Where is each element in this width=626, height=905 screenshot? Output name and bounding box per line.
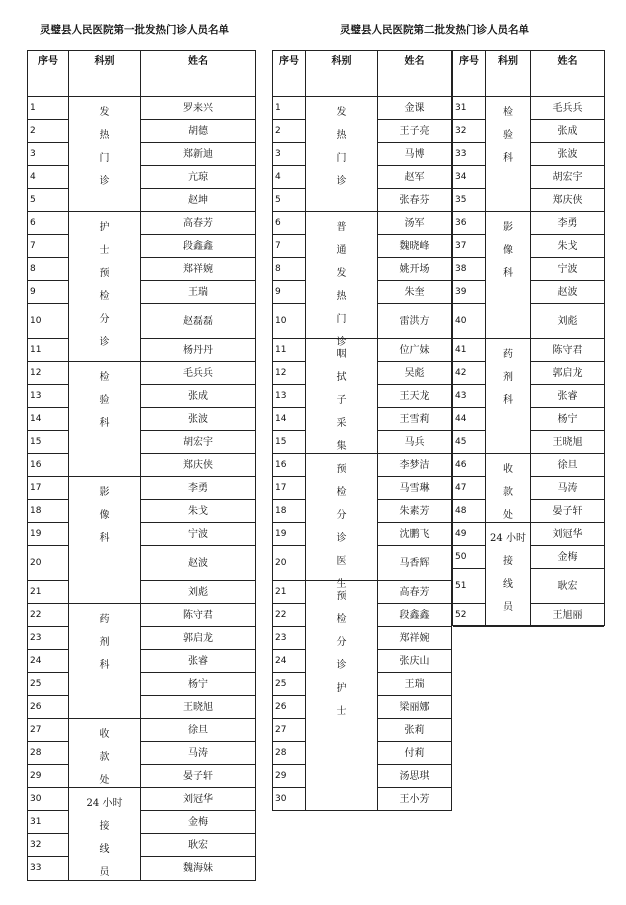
t3-serial-cell: 36: [453, 212, 486, 235]
t3-dept-label: 24 小时 接 线 员: [490, 533, 526, 613]
t1-name-cell: 宁波: [141, 523, 255, 546]
first-batch-table: [27, 50, 256, 881]
t1-serial-cell: 16: [28, 454, 69, 477]
t3-name-cell: 郭启龙: [531, 362, 604, 385]
t2-name-cell: 王雪莉: [378, 408, 451, 431]
t2-name-cell: 金课: [378, 97, 451, 120]
t1-name-cell: 赵波: [141, 546, 255, 581]
t1-serial-cell: 2: [28, 120, 69, 143]
t3-serial-cell: 51: [453, 569, 486, 604]
t1-serial-cell: 26: [28, 696, 69, 719]
t3-serial-cell: 46: [453, 454, 486, 477]
t2-dept-cell: [306, 339, 378, 454]
t3-name-cell: 王晓旭: [531, 431, 604, 454]
t1-name-cell: 李勇: [141, 477, 255, 500]
t3-dept-cell: [486, 523, 531, 627]
t1-name-cell: 朱戈: [141, 500, 255, 523]
t1-name-cell: 郑新迪: [141, 143, 255, 166]
t3-dept-cell: [486, 97, 531, 212]
t3-serial-cell: 45: [453, 431, 486, 454]
t2-serial-cell: 17: [273, 477, 306, 500]
t3-name-cell: 赵波: [531, 281, 604, 304]
t1-name-cell: 陈守君: [141, 604, 255, 627]
t1-serial-cell: 18: [28, 500, 69, 523]
t2-name-cell: 吴彪: [378, 362, 451, 385]
t2-serial-cell: 23: [273, 627, 306, 650]
t1-serial-cell: 4: [28, 166, 69, 189]
t3-serial-cell: 31: [453, 97, 486, 120]
t3-name-cell: 金梅: [531, 546, 604, 569]
t1-header-dept: 科别: [69, 51, 141, 97]
t1-dept-cell: [69, 604, 141, 719]
t1-serial-cell: 5: [28, 189, 69, 212]
t1-serial-cell: 24: [28, 650, 69, 673]
t3-serial-cell: 34: [453, 166, 486, 189]
t1-name-cell: 赵坤: [141, 189, 255, 212]
t1-name-cell: 马涛: [141, 742, 255, 765]
t3-dept-label: 药 剂 科: [503, 349, 513, 406]
t3-dept-cell: [486, 454, 531, 523]
t2-serial-cell: 6: [273, 212, 306, 235]
t1-dept-label: 药 剂 科: [99, 614, 110, 671]
t1-header-serial: 序号: [28, 51, 69, 97]
t2-name-cell: 马雪琳: [378, 477, 451, 500]
t3-name-cell: 王旭丽: [531, 604, 604, 627]
t2-name-cell: 汤思琪: [378, 765, 451, 788]
t1-serial-cell: 20: [28, 546, 69, 581]
t2-name-cell: 赵军: [378, 166, 451, 189]
t1-name-cell: 晏子轩: [141, 765, 255, 788]
t1-serial-cell: 6: [28, 212, 69, 235]
t1-name-cell: 毛兵兵: [141, 362, 255, 385]
t2-name-cell: 位广妹: [378, 339, 451, 362]
t3-serial-cell: 50: [453, 546, 486, 569]
t2-serial-cell: 8: [273, 258, 306, 281]
t1-name-cell: 杨宁: [141, 673, 255, 696]
t2-serial-cell: 10: [273, 304, 306, 339]
t1-dept-cell: [69, 362, 141, 477]
t3-serial-cell: 41: [453, 339, 486, 362]
t1-name-cell: 王晓旭: [141, 696, 255, 719]
t3-name-cell: 李勇: [531, 212, 604, 235]
t1-name-cell: 刘彪: [141, 581, 255, 604]
t1-header-name: 姓名: [141, 51, 255, 97]
table2-title: 灵璧县人民医院第二批发热门诊人员名单: [340, 24, 529, 36]
t1-dept-cell: [69, 97, 141, 212]
t2-serial-cell: 30: [273, 788, 306, 811]
t3-serial-cell: 52: [453, 604, 486, 627]
t1-name-cell: 郭启龙: [141, 627, 255, 650]
t2-dept-cell: [306, 97, 378, 212]
t3-serial-cell: 38: [453, 258, 486, 281]
t3-name-cell: 张波: [531, 143, 604, 166]
t1-serial-cell: 30: [28, 788, 69, 811]
t2-name-cell: 张莉: [378, 719, 451, 742]
t1-name-cell: 刘冠华: [141, 788, 255, 811]
t1-serial-cell: 22: [28, 604, 69, 627]
t3-serial-cell: 33: [453, 143, 486, 166]
t3-serial-cell: 40: [453, 304, 486, 339]
t2-dept-label: 普 通 发 热 门 诊: [336, 222, 347, 348]
t2-name-cell: 李梦洁: [378, 454, 451, 477]
t3-name-cell: 耿宏: [531, 569, 604, 604]
t1-name-cell: 胡德: [141, 120, 255, 143]
t2-dept-label: 发 热 门 诊: [336, 107, 347, 187]
t1-serial-cell: 1: [28, 97, 69, 120]
t3-name-cell: 马涛: [531, 477, 604, 500]
t1-serial-cell: 29: [28, 765, 69, 788]
t3-name-cell: 徐旦: [531, 454, 604, 477]
t3-header-dept: 科别: [486, 51, 531, 97]
t1-name-cell: 金梅: [141, 811, 255, 834]
t2-name-cell: 沈鹏飞: [378, 523, 451, 546]
t2-name-cell: 朱素芳: [378, 500, 451, 523]
t1-name-cell: 魏海妹: [183, 862, 213, 874]
t2-serial-cell: 2: [273, 120, 306, 143]
t1-serial-cell: 33: [28, 857, 69, 880]
t3-dept-cell: [486, 212, 531, 339]
t3-name-cell: 张睿: [531, 385, 604, 408]
t3-name-cell: 刘冠华: [531, 523, 604, 546]
t1-serial-cell: 28: [28, 742, 69, 765]
t3-name-cell: 毛兵兵: [531, 97, 604, 120]
t3-name-cell: 晏子轩: [531, 500, 604, 523]
t1-serial-cell: 13: [28, 385, 69, 408]
t2-dept-label: 预 检 分 诊 医 生: [336, 464, 347, 590]
t2-name-cell: 王天龙: [378, 385, 451, 408]
t2-serial-cell: 9: [273, 281, 306, 304]
t1-name-cell: 高春芳: [141, 212, 255, 235]
t3-serial-cell: 42: [453, 362, 486, 385]
t3-name-cell: 张成: [531, 120, 604, 143]
t3-serial-cell: 35: [453, 189, 486, 212]
t3-serial-cell: 49: [453, 523, 486, 546]
t3-name-cell: 陈守君: [531, 339, 604, 362]
second-batch-table-right: [452, 50, 605, 626]
t1-dept-cell: [69, 212, 141, 362]
t1-serial-cell: 25: [28, 673, 69, 696]
t2-serial-cell: 4: [273, 166, 306, 189]
t3-dept-label: 收 款 处: [503, 464, 513, 521]
t1-name-cell: 赵磊磊: [141, 304, 255, 339]
t2-serial-cell: 18: [273, 500, 306, 523]
t2-serial-cell: 27: [273, 719, 306, 742]
t1-name-cell: 王瑞: [141, 281, 255, 304]
t1-name-cell: 亢琼: [141, 166, 255, 189]
t2-serial-cell: 12: [273, 362, 306, 385]
t1-name-cell: 张睿: [141, 650, 255, 673]
t1-name-cell: 杨丹丹: [141, 339, 255, 362]
t3-name-cell: 朱戈: [531, 235, 604, 258]
t2-serial-cell: 14: [273, 408, 306, 431]
t2-dept-cell: [306, 454, 378, 590]
t1-serial-cell: 7: [28, 235, 69, 258]
t1-serial-cell: 21: [28, 581, 69, 604]
t3-name-cell: 宁波: [531, 258, 604, 281]
t2-serial-cell: 25: [273, 673, 306, 696]
t2-dept-label: 咽 拭 子 采 集: [336, 349, 347, 452]
t2-header-dept: 科别: [306, 51, 378, 97]
t2-dept-label: 预 检 分 诊 护 士: [336, 591, 347, 717]
t2-name-cell: 张庆山: [378, 650, 451, 673]
t3-serial-cell: 39: [453, 281, 486, 304]
t3-serial-cell: 32: [453, 120, 486, 143]
t1-serial-cell: 23: [28, 627, 69, 650]
table1-title: 灵璧县人民医院第一批发热门诊人员名单: [40, 24, 229, 36]
t2-name-cell: 马博: [378, 143, 451, 166]
t2-serial-cell: 21: [273, 581, 306, 604]
t3-name-cell: 郑庆侠: [531, 189, 604, 212]
t1-name-cell: 徐旦: [141, 719, 255, 742]
t2-serial-cell: 22: [273, 604, 306, 627]
t1-dept-label: 影 像 科: [99, 487, 110, 544]
t3-header-serial: 序号: [453, 51, 486, 97]
t3-dept-label: 影 像 科: [503, 222, 513, 279]
t2-serial-cell: 5: [273, 189, 306, 212]
t2-serial-cell: 1: [273, 97, 306, 120]
t1-name-cell: 张成: [141, 385, 255, 408]
t1-serial-cell: 8: [28, 258, 69, 281]
t1-dept-label: 检 验 科: [99, 372, 110, 429]
t2-name-cell: 魏晓峰: [378, 235, 451, 258]
t1-serial-cell: 3: [28, 143, 69, 166]
t2-serial-cell: 11: [273, 339, 306, 362]
t2-name-cell: 雷洪方: [378, 304, 451, 339]
t2-serial-cell: 3: [273, 143, 306, 166]
t2-name-cell: 梁丽娜: [378, 696, 451, 719]
t3-serial-cell: 43: [453, 385, 486, 408]
t2-name-cell: 马兵: [378, 431, 451, 454]
t2-name-cell: 付莉: [378, 742, 451, 765]
t3-name-cell: 刘彪: [531, 304, 604, 339]
t3-name-cell: 杨宁: [531, 408, 604, 431]
t1-dept-cell: [69, 477, 141, 604]
t2-serial-cell: 15: [273, 431, 306, 454]
t1-name-cell: 郑祥婉: [141, 258, 255, 281]
second-batch-table-left: [272, 50, 452, 811]
t2-name-cell: 汤军: [378, 212, 451, 235]
t2-header-name: 姓名: [378, 51, 451, 97]
t3-header-name: 姓名: [531, 51, 604, 97]
t2-serial-cell: 13: [273, 385, 306, 408]
t1-serial-cell: 27: [28, 719, 69, 742]
t1-dept-label: 24 小时 接 线 员: [86, 798, 123, 878]
t1-name-cell: 胡宏宇: [141, 431, 255, 454]
t3-serial-cell: 44: [453, 408, 486, 431]
t3-serial-cell: 48: [453, 500, 486, 523]
t1-serial-cell: 11: [28, 339, 69, 362]
t1-serial-cell: 9: [28, 281, 69, 304]
t1-name-cell: 耿宏: [141, 834, 255, 857]
t3-serial-cell: 47: [453, 477, 486, 500]
t1-dept-cell: [69, 719, 141, 788]
t1-serial-cell: 32: [28, 834, 69, 857]
t1-name-cell: 罗来兴: [141, 97, 255, 120]
t1-serial-cell: 12: [28, 362, 69, 385]
t2-header-serial: 序号: [273, 51, 306, 97]
t1-dept-label: 护 士 预 检 分 诊: [99, 222, 110, 348]
t1-name-cell: 段鑫鑫: [141, 235, 255, 258]
t2-name-cell: 马香辉: [378, 546, 451, 581]
t2-serial-cell: 19: [273, 523, 306, 546]
t2-serial-cell: 16: [273, 454, 306, 477]
t2-name-cell: 王子亮: [378, 120, 451, 143]
t1-serial-cell: 15: [28, 431, 69, 454]
t2-dept-cell: [306, 581, 378, 811]
t1-serial-cell: 17: [28, 477, 69, 500]
t2-serial-cell: 29: [273, 765, 306, 788]
t2-name-cell: 王小芳: [399, 793, 430, 805]
t3-dept-cell: [486, 339, 531, 454]
t1-dept-label: 发 热 门 诊: [99, 107, 110, 187]
t1-serial-cell: 10: [28, 304, 69, 339]
t2-name-cell: 姚开场: [378, 258, 451, 281]
t2-serial-cell: 24: [273, 650, 306, 673]
t1-name-cell: 张波: [141, 408, 255, 431]
t3-dept-label: 检 验 科: [503, 107, 513, 164]
t1-dept-label: 收 款 处: [99, 729, 110, 786]
t3-serial-cell: 37: [453, 235, 486, 258]
t2-name-cell: 段鑫鑫: [378, 604, 451, 627]
t1-name-cell: 郑庆侠: [141, 454, 255, 477]
t2-name-cell: 郑祥婉: [378, 627, 451, 650]
t3-name-cell: 胡宏宇: [531, 166, 604, 189]
t2-name-cell: 王瑞: [378, 673, 451, 696]
t2-serial-cell: 7: [273, 235, 306, 258]
t2-name-cell: 高春芳: [378, 581, 451, 604]
t1-serial-cell: 14: [28, 408, 69, 431]
t1-serial-cell: 31: [28, 811, 69, 834]
t2-dept-cell: [306, 212, 378, 348]
t1-dept-cell: [69, 788, 141, 880]
t2-serial-cell: 26: [273, 696, 306, 719]
t2-serial-cell: 28: [273, 742, 306, 765]
t2-serial-cell: 20: [273, 546, 306, 581]
t2-name-cell: 朱奎: [378, 281, 451, 304]
t1-serial-cell: 19: [28, 523, 69, 546]
t2-name-cell: 张春芬: [378, 189, 451, 212]
